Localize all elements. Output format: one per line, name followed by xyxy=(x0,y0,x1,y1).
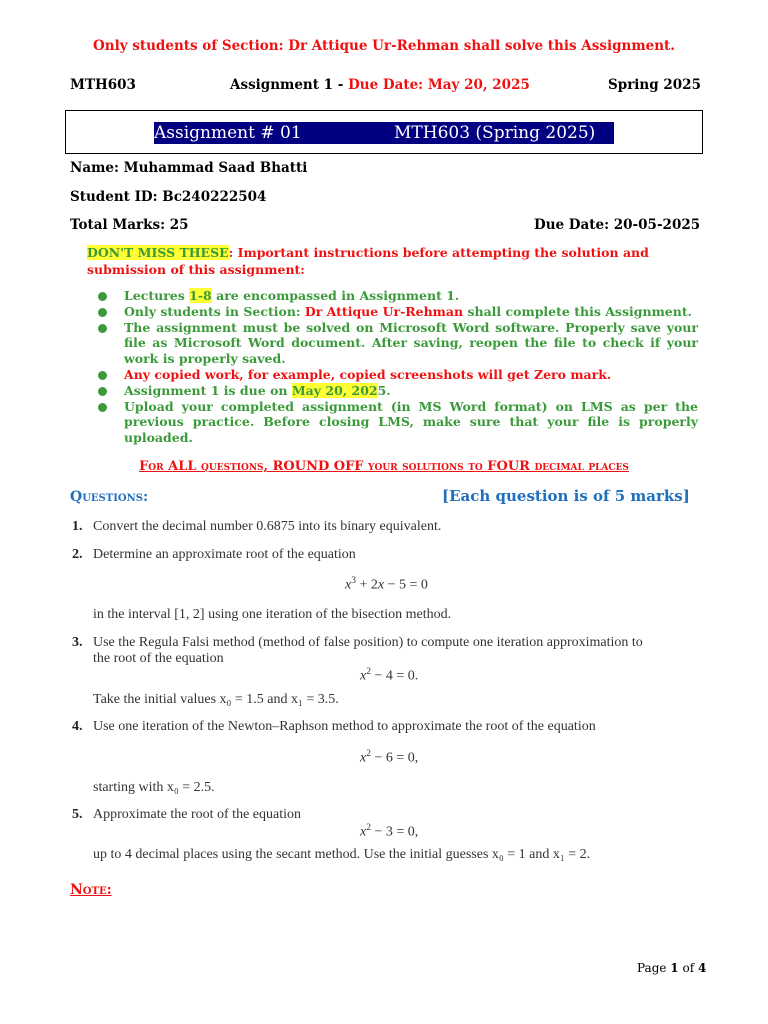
header-assignment-prefix: Assignment 1 - xyxy=(230,77,349,93)
question-1-text: Convert the decimal number 0.6875 into its binary equivalent. xyxy=(93,519,442,534)
instruction-list xyxy=(98,288,698,446)
bullet-text: Lectures xyxy=(124,288,190,303)
title-course: MTH603 (Spring 2025) xyxy=(394,123,596,143)
bullet-text: 5. xyxy=(377,382,391,398)
equation-3: $x^2 - 6 = 0$, xyxy=(360,749,419,766)
bullet-text: Only students in Section: xyxy=(124,303,305,319)
question-number: 1. xyxy=(72,519,83,534)
page-total: 4 xyxy=(697,961,707,975)
bullet-text: Upload your completed assignment (in MS Word format) on LMS as per the previous practice. Before closing LMS, make sure that your file is properly uploaded. xyxy=(124,398,698,446)
title-band xyxy=(154,122,614,144)
due-date: Due Date: 20-05-2025 xyxy=(534,217,701,233)
due-highlight: May 20, 202 xyxy=(291,382,378,398)
question-number: 2. xyxy=(72,547,83,562)
question-4-text: Use one iteration of the Newton–Raphson method to approximate the root of the equation xyxy=(93,719,596,734)
header-assignment xyxy=(230,77,530,93)
page-number: 1 xyxy=(670,961,679,975)
question-number: 4. xyxy=(72,719,83,734)
equation-4: $x^2 - 3 = 0$, xyxy=(360,823,419,840)
bullet-text: are encompassed in Assignment 1. xyxy=(211,288,460,303)
bullet-icon xyxy=(98,292,107,301)
equation-2: $x^2 - 4 = 0$. xyxy=(360,667,419,684)
instructions-highlight: DON'T MISS THESE xyxy=(87,245,229,260)
question-5-guesses: up to 4 decimal places using the secant method. Use the initial guesses x₀ = 1 and x₁ = 2. xyxy=(93,847,591,862)
question-3-text-cont: the root of the equation xyxy=(93,651,224,666)
footer-label: Page xyxy=(637,961,671,975)
header-term: Spring 2025 xyxy=(608,77,701,93)
list-item xyxy=(98,320,698,367)
bullet-icon xyxy=(98,324,107,333)
bullet-icon xyxy=(98,387,107,396)
bullet-text: shall complete this Assignment. xyxy=(463,303,692,319)
list-item xyxy=(98,288,698,304)
list-item xyxy=(98,399,698,446)
student-id: Student ID: Bc240222504 xyxy=(70,189,267,205)
question-2-text: Determine an approximate root of the equation xyxy=(93,547,356,562)
student-name: Name: Muhammad Saad Bhatti xyxy=(70,160,308,176)
marks-note: [Each question is of 5 marks] xyxy=(442,487,690,505)
bullet-icon xyxy=(98,371,107,380)
bullet-text: Any copied work, for example, copied screenshots will get Zero mark. xyxy=(124,366,612,382)
title-assignment: Assignment # 01 xyxy=(154,123,302,143)
lecture-range: 1-8 xyxy=(189,288,212,303)
bullet-icon xyxy=(98,403,107,412)
section-notice: Only students of Section: Dr Attique Ur-Rehman shall solve this Assignment. xyxy=(93,38,675,54)
section-name: Dr Attique Ur-Rehman xyxy=(304,303,464,319)
question-2-interval: in the interval [1, 2] using one iteration of the bisection method. xyxy=(93,607,452,622)
header-due-date: Due Date: May 20, 2025 xyxy=(348,77,530,93)
bullet-text: Assignment 1 is due on xyxy=(124,382,292,398)
page-footer xyxy=(637,961,706,975)
question-5-text: Approximate the root of the equation xyxy=(93,807,301,822)
equation-1: $x^3 + 2x - 5 = 0$ xyxy=(345,576,428,593)
bullet-icon xyxy=(98,308,107,317)
question-4-start: starting with x₀ = 2.5. xyxy=(93,780,215,795)
list-item xyxy=(98,304,698,320)
question-3-text: Use the Regula Falsi method (method of false position) to compute one iteration approximation to xyxy=(93,635,643,650)
instructions-intro xyxy=(87,244,699,278)
instructions-text: : Important instructions before attempting the solution and submission of this assignment: xyxy=(87,245,649,277)
questions-heading: Questions: xyxy=(70,489,149,505)
note-heading: Note: xyxy=(70,882,112,898)
list-item xyxy=(98,383,698,399)
total-marks: Total Marks: 25 xyxy=(70,217,189,233)
bullet-text: The assignment must be solved on Microsoft Word software. Properly save your file as Microsoft Word document. After saving, reopen the file to check if your work is properly saved. xyxy=(124,319,698,367)
question-number: 5. xyxy=(72,807,83,822)
header-course: MTH603 xyxy=(70,77,136,93)
list-item xyxy=(98,367,698,383)
footer-of: of xyxy=(678,961,698,975)
title-box xyxy=(65,110,703,154)
rounding-note: For ALL questions, ROUND OFF your solutions to FOUR decimal places xyxy=(139,459,629,474)
question-number: 3. xyxy=(72,635,83,650)
question-3-initial-values: Take the initial values x₀ = 1.5 and x₁ = 3.5. xyxy=(93,692,339,707)
